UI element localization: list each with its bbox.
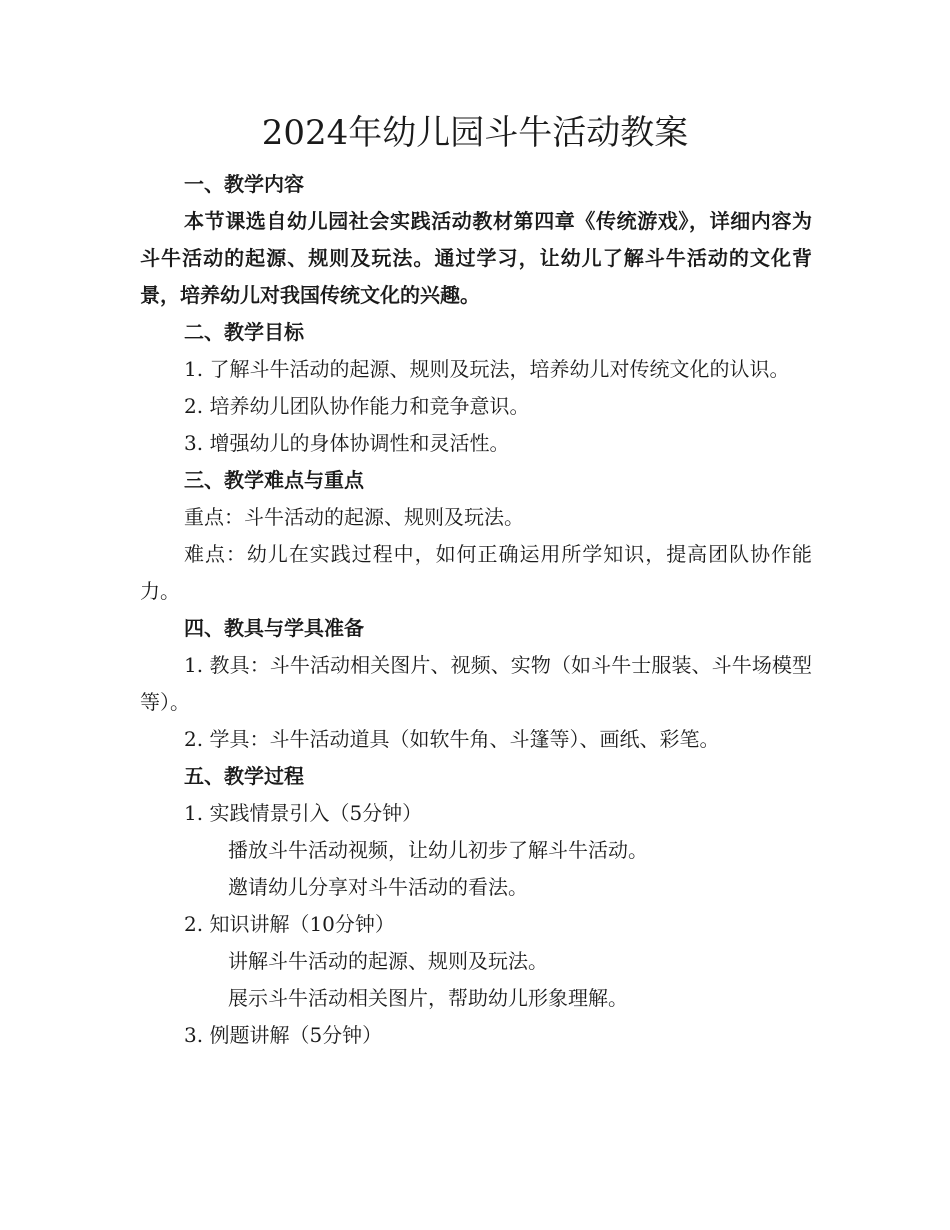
section-heading-content: 一、教学内容	[184, 172, 304, 196]
section-heading-materials: 四、教具与学具准备	[184, 616, 364, 640]
goal-item-3: 3. 增强幼儿的身体协调性和灵活性。	[184, 431, 510, 455]
content-paragraph: 本节课选自幼儿园社会实践活动教材第四章《传统游戏》，详细内容为斗牛活动的起源、规则及玩法。通过学习，让幼儿了解斗牛活动的文化背景，培养幼儿对我国传统文化的兴趣。	[140, 209, 812, 307]
goal-item-2: 2. 培养幼儿团队协作能力和竞争意识。	[184, 394, 530, 418]
process-step-1-detail-1: 播放斗牛活动视频，让幼儿初步了解斗牛活动。	[228, 838, 648, 862]
section-heading-goals: 二、教学目标	[184, 320, 304, 344]
materials-item-1: 1. 教具：斗牛活动相关图片、视频、实物（如斗牛士服装、斗牛场模型等）。	[140, 653, 812, 714]
document-body	[140, 166, 812, 1054]
process-step-2-detail-1: 讲解斗牛活动的起源、规则及玩法。	[228, 949, 548, 973]
section-heading-process: 五、教学过程	[184, 764, 304, 788]
focus-difficulty: 难点：幼儿在实践过程中，如何正确运用所学知识，提高团队协作能力。	[140, 542, 812, 603]
process-step-2: 2. 知识讲解（10分钟）	[184, 912, 395, 936]
focus-key-point: 重点：斗牛活动的起源、规则及玩法。	[184, 505, 524, 529]
process-step-1: 1. 实践情景引入（5分钟）	[184, 801, 423, 825]
process-step-1-detail-2: 邀请幼儿分享对斗牛活动的看法。	[228, 875, 528, 899]
goal-item-1: 1. 了解斗牛活动的起源、规则及玩法，培养幼儿对传统文化的认识。	[184, 357, 790, 381]
section-heading-focus: 三、教学难点与重点	[184, 468, 364, 492]
process-step-3: 3. 例题讲解（5分钟）	[184, 1023, 383, 1047]
document-title: 2024年幼儿园斗牛活动教案	[261, 113, 689, 153]
process-step-2-detail-2: 展示斗牛活动相关图片，帮助幼儿形象理解。	[228, 986, 628, 1010]
materials-item-2: 2. 学具：斗牛活动道具（如软牛角、斗篷等）、画纸、彩笔。	[184, 727, 720, 751]
